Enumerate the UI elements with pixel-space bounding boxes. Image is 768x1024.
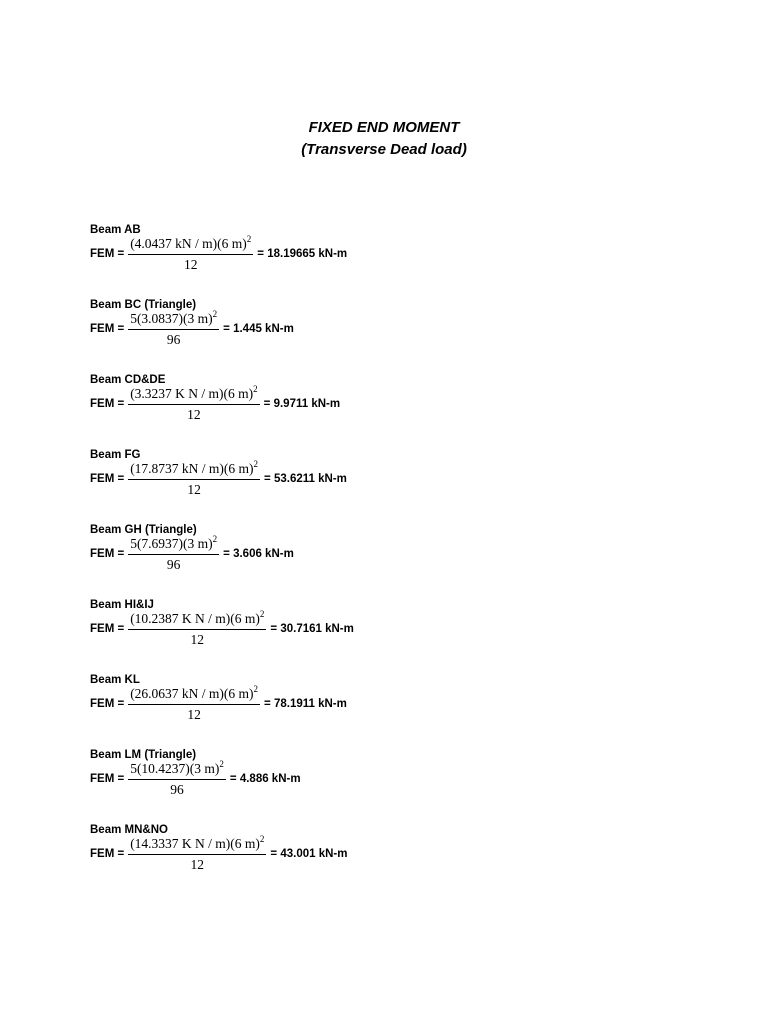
fraction-numerator	[128, 685, 260, 705]
fem-equation	[90, 385, 340, 423]
fem-result: = 53.6211 kN-m	[264, 473, 347, 485]
numerator-text: (26.0637 kN / m)(6 m)	[130, 686, 254, 701]
fem-lhs: FEM =	[90, 623, 125, 635]
fraction-denominator: 12	[187, 407, 201, 422]
fem-result: = 18.19665 kN-m	[257, 248, 348, 260]
fem-lhs: FEM =	[90, 248, 125, 260]
fem-equation	[90, 835, 347, 873]
beam-label: Beam CD&DE	[90, 374, 166, 386]
beam-block	[90, 223, 690, 293]
fem-result: = 78.1911 kN-m	[264, 698, 347, 710]
beam-block	[90, 748, 690, 818]
numerator-exponent: 2	[219, 759, 224, 769]
fem-result: = 1.445 kN-m	[223, 323, 294, 335]
fem-result: = 43.001 kN-m	[270, 848, 348, 860]
fraction-numerator	[128, 835, 266, 855]
fem-lhs: FEM =	[90, 848, 125, 860]
beam-label: Beam HI&IJ	[90, 599, 154, 611]
fraction-denominator: 12	[183, 257, 198, 272]
fraction	[128, 385, 259, 423]
fem-equation	[90, 235, 347, 273]
numerator-exponent: 2	[212, 534, 218, 544]
fem-equation	[90, 685, 347, 723]
fem-equation	[90, 610, 354, 648]
fraction	[128, 460, 260, 498]
fem-lhs: FEM =	[90, 698, 125, 710]
beam-label: Beam BC (Triangle)	[90, 299, 197, 311]
beam-label: Beam LM (Triangle)	[90, 749, 197, 761]
fraction-denominator: 12	[190, 632, 205, 647]
numerator-exponent: 2	[253, 684, 259, 694]
numerator-text: 5(7.6937)(3 m)	[130, 536, 213, 551]
numerator-text: (17.8737 kN / m)(6 m)	[130, 461, 254, 476]
beam-label: Beam MN&NO	[90, 824, 168, 836]
fraction-numerator	[128, 310, 219, 330]
fraction	[128, 310, 219, 348]
fraction-numerator	[128, 460, 260, 480]
fem-equation	[90, 460, 347, 498]
beam-block	[90, 598, 690, 668]
fem-result: = 3.606 kN-m	[223, 548, 294, 560]
fraction-numerator	[128, 235, 253, 255]
document-subtitle: (Transverse Dead load)	[301, 141, 467, 158]
beam-block	[90, 823, 690, 893]
fem-lhs: FEM =	[90, 398, 125, 410]
numerator-text: (3.3237 K N / m)(6 m)	[130, 386, 254, 401]
fraction-numerator	[128, 760, 226, 780]
document-title: FIXED END MOMENT	[308, 119, 460, 136]
fraction-denominator: 96	[170, 782, 184, 797]
beam-label: Beam KL	[90, 674, 140, 686]
fraction	[128, 610, 266, 648]
beam-block	[90, 298, 690, 368]
fraction-numerator	[128, 535, 219, 555]
fem-equation	[90, 310, 294, 348]
numerator-text: (10.2387 K N / m)(6 m)	[130, 611, 260, 626]
numerator-text: 5(3.0837)(3 m)	[130, 311, 213, 326]
numerator-exponent: 2	[259, 834, 265, 844]
fraction	[128, 235, 253, 273]
numerator-exponent: 2	[246, 234, 252, 244]
fraction-denominator: 12	[187, 482, 201, 497]
fraction	[128, 535, 219, 573]
fraction-denominator: 96	[166, 557, 181, 572]
numerator-exponent: 2	[259, 609, 265, 619]
beam-block	[90, 673, 690, 743]
fem-lhs: FEM =	[90, 473, 125, 485]
beam-label: Beam FG	[90, 449, 141, 461]
beam-block	[90, 523, 690, 593]
fem-result: = 30.7161 kN-m	[270, 623, 354, 635]
numerator-text: (4.0437 kN / m)(6 m)	[130, 236, 247, 251]
beam-label: Beam GH (Triangle)	[90, 524, 197, 536]
fem-lhs: FEM =	[90, 323, 125, 335]
numerator-exponent: 2	[253, 384, 258, 394]
fem-equation	[90, 535, 294, 573]
fraction	[128, 760, 226, 798]
fraction-numerator	[128, 385, 259, 405]
fem-lhs: FEM =	[90, 773, 125, 785]
fem-lhs: FEM =	[90, 548, 125, 560]
fraction	[128, 685, 260, 723]
numerator-exponent: 2	[212, 309, 218, 319]
fraction-numerator	[128, 610, 266, 630]
fraction-denominator: 12	[190, 857, 205, 872]
fem-result: = 4.886 kN-m	[229, 773, 301, 785]
fraction-denominator: 12	[187, 707, 201, 722]
fraction-denominator: 96	[166, 332, 181, 347]
beam-label: Beam AB	[90, 224, 141, 236]
fraction	[128, 835, 266, 873]
fem-result: = 9.9711 kN-m	[263, 398, 341, 410]
fem-equation	[90, 760, 301, 798]
numerator-exponent: 2	[253, 459, 259, 469]
numerator-text: 5(10.4237)(3 m)	[130, 761, 220, 776]
beam-block	[90, 373, 690, 443]
numerator-text: (14.3337 K N / m)(6 m)	[130, 836, 260, 851]
beam-block	[90, 448, 690, 518]
